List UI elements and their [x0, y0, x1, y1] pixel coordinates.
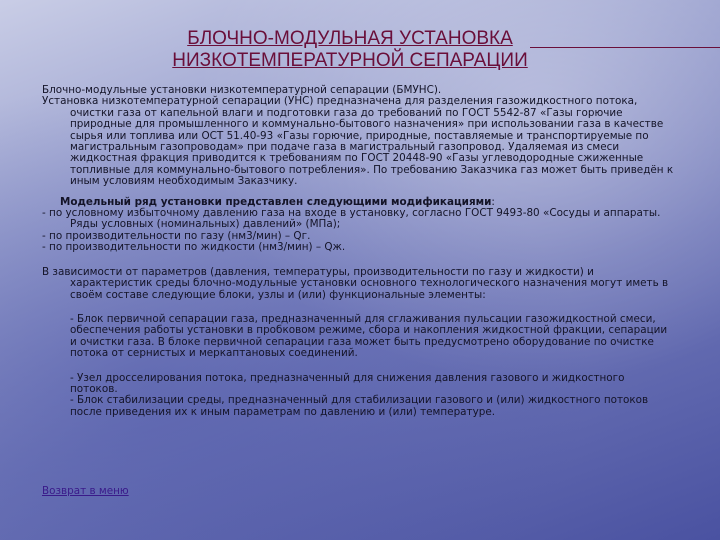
- list-item-liquid-capacity: - по производительности по жидкости (нм3/мин) – Qж.: [42, 241, 346, 254]
- block-throttling: - Узел дросселирования потока, предназначенный для снижения давления газового и жидкостного потоков.: [70, 371, 625, 395]
- modifications-heading-text: Модельный ряд установки представлен следующими модификациями: [60, 195, 492, 208]
- title-underline-rule: [530, 47, 720, 48]
- block-stabilization: - Блок стабилизации среды, предназначенный для стабилизации газового и (или) жидкостного потоков после приведения их к иным параметрам по давлению и (или) температуре.: [70, 394, 649, 418]
- heading-colon: :: [491, 195, 495, 208]
- description-paragraph: Установка низкотемпературной сепарации (УНС) предназначена для разделения газожидкостного потока, очистки газа от капельной влаги и подготовки газа до требований по ГОСТ 5542-87 «Газы горючие природные для промышленного и коммунально-бытового назначения» при использовании газа в качестве сырья или топлива или ОСТ 51.40-93 «Газы горючие, природные, поставляемые и транспортируемые по магистральным газопроводам» при подаче газа в магистральный газопровод. Удаляемая из смеси жидкостная фракция приводится к требованиям по ГОСТ 20448-90 «Газы углеводородные сжиженные топливные для коммунально-бытового потребления». По требованию Заказчика газ может быть приведён к иным условиям необходимым Заказчику.: [42, 95, 674, 188]
- intro-paragraph: Блочно-модульные установки низкотемпературной сепарации (БМУНС).: [42, 84, 442, 96]
- back-to-menu-link[interactable]: Возврат в меню: [42, 485, 129, 497]
- composition-paragraph: В зависимости от параметров (давления, температуры, производительности по газу и жидкости) и характеристик среды блочно-модульные установки основного технологического назначения могут иметь в своём составе следующие блоки, узлы и (или) функциональные элементы:: [42, 265, 669, 301]
- list-item-gas-capacity: - по производительности по газу (нм3/мин) – Qг.: [42, 229, 311, 242]
- title-line-2: НИЗКОТЕМПЕРАТУРНОЙ СЕПАРАЦИИ: [172, 50, 528, 71]
- document-body: [42, 85, 674, 418]
- block-primary-separation: - Блок первичной сепарации газа, предназначенный для сглаживания пульсации газожидкостной смеси, обеспечения работы установки в пробковом режиме, сбора и накопления жидкостной фракции, сепарации и очистки газа. В блоке первичной сепарации газа может быть предусмотрено оборудование по очистке потока от сернистых и меркаптановых соединений.: [70, 312, 668, 360]
- title-line-1: БЛОЧНО-МОДУЛЬНАЯ УСТАНОВКА: [187, 28, 513, 49]
- list-item-pressure: - по условному избыточному давлению газа на входе в установку, согласно ГОСТ 9493-80 «Сосуды и аппараты. Ряды условных (номинальных) давлений» (МПа);: [42, 207, 661, 231]
- page-title: [150, 28, 550, 72]
